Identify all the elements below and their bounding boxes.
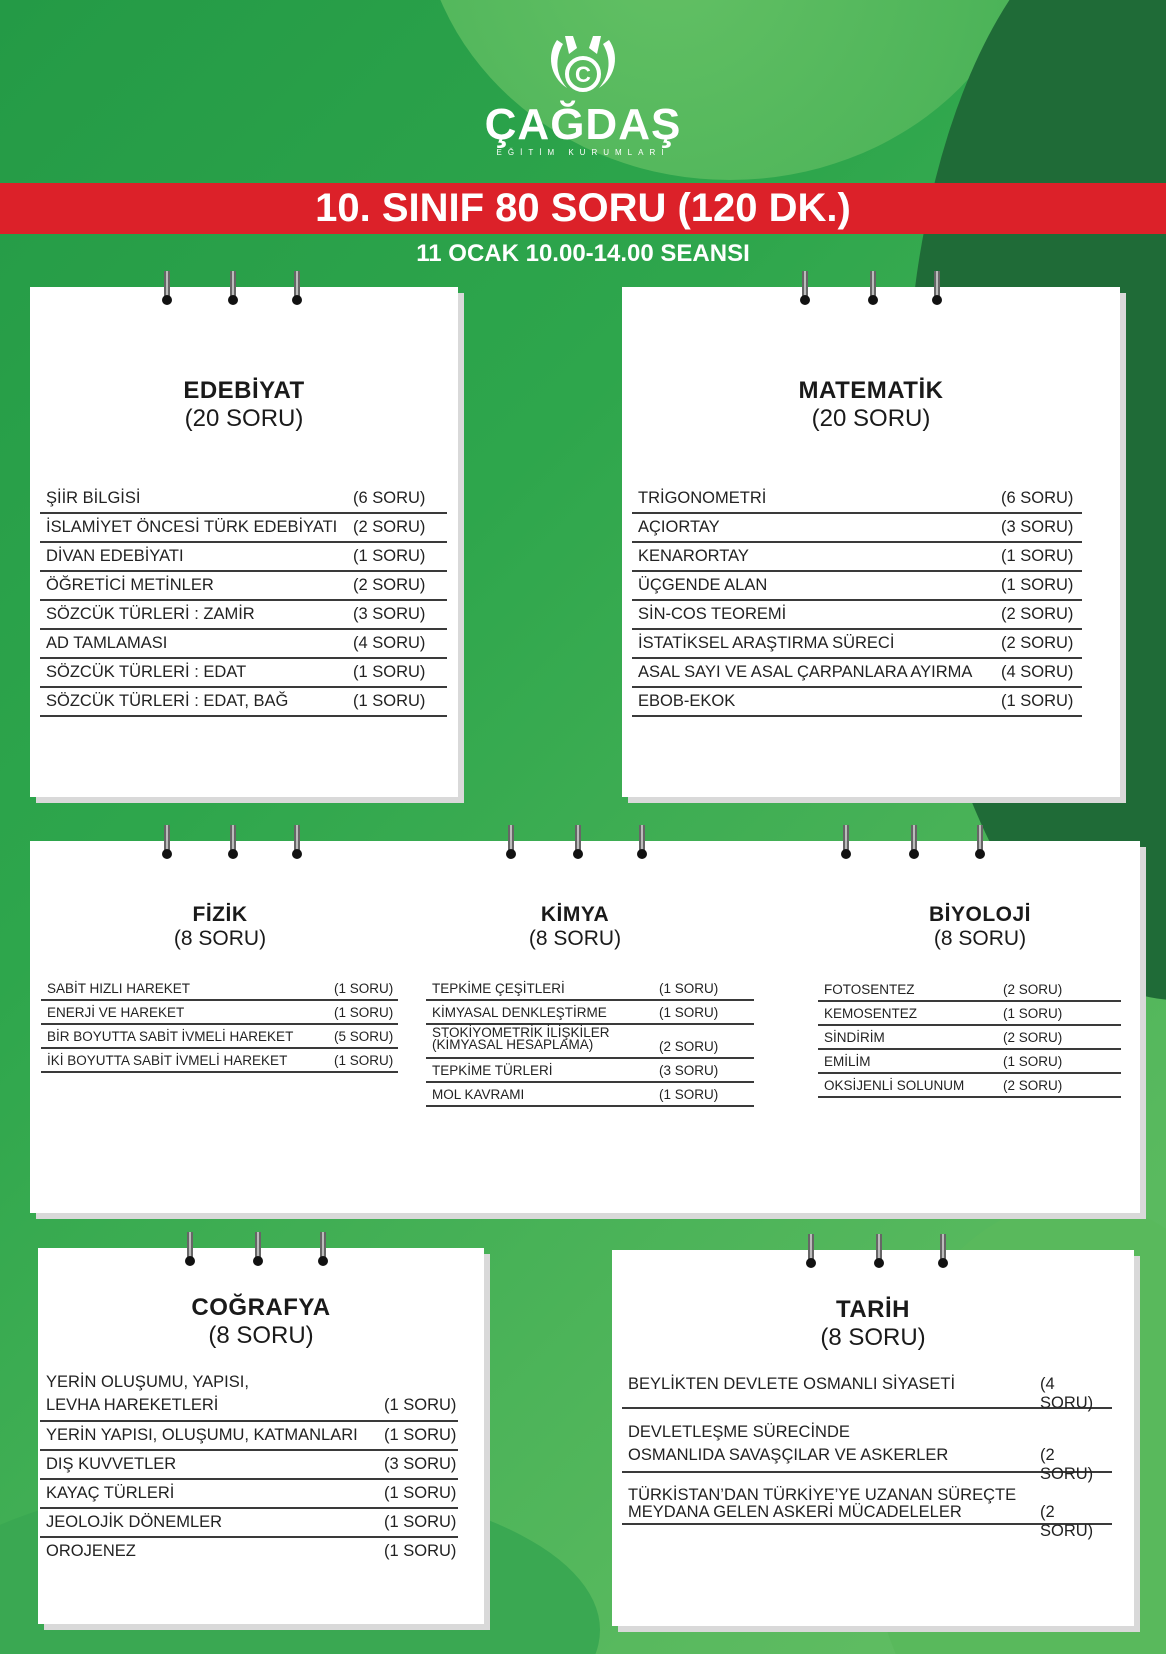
binder-ring-icon <box>800 271 810 305</box>
binder-ring-icon <box>932 271 942 305</box>
card-science <box>30 841 1140 1213</box>
binder-ring-icon <box>253 1232 263 1266</box>
subject-title: COĞRAFYA <box>191 1294 331 1321</box>
table-row: FOTOSENTEZ (2 SORU) <box>818 978 1121 1002</box>
binder-ring-icon <box>975 825 985 859</box>
table-row: SÖZCÜK TÜRLERİ : EDAT (1 SORU) <box>40 659 447 688</box>
binder-ring-icon <box>506 825 516 859</box>
subject-count: (8 SORU) <box>528 927 622 950</box>
subject-count: (8 SORU) <box>820 1324 926 1351</box>
table-row: İSLAMİYET ÖNCESİ TÜRK EDEBİYATI (2 SORU) <box>40 514 447 543</box>
table-row: MOL KAVRAMI (1 SORU) <box>426 1083 754 1107</box>
table-row: OROJENEZ (1 SORU) <box>46 1542 457 1560</box>
topic-list <box>40 485 447 717</box>
topic-list <box>41 977 398 1073</box>
binder-ring-icon <box>909 825 919 859</box>
table-row: STOKİYOMETRİK İLİŞKİLER (KİMYASAL HESAPLAMA) (2 SORU) <box>426 1025 754 1059</box>
subject-title: BİYOLOJİ <box>928 903 1032 926</box>
table-row: EMİLİM (1 SORU) <box>818 1050 1121 1074</box>
table-row: YERİN OLUŞUMU, YAPISI, LEVHA HAREKETLERİ (1 SORU) <box>40 1372 458 1422</box>
table-row: BEYLİKTEN DEVLETE OSMANLI SİYASETİ (4 SORU) <box>622 1372 1112 1409</box>
binder-ring-icon <box>292 271 302 305</box>
binder-ring-icon <box>637 825 647 859</box>
binder-ring-icon <box>185 1232 195 1266</box>
session-info: 11 OCAK 10.00-14.00 SEANSI <box>416 240 750 267</box>
topic-list <box>632 485 1082 717</box>
table-row: SİN-COS TEOREMİ (2 SORU) <box>632 601 1082 630</box>
binder-ring-icon <box>318 1232 328 1266</box>
table-row: BİR BOYUTTA SABİT İVMELİ HAREKET (5 SORU) <box>41 1025 398 1049</box>
table-row: ŞİİR BİLGİSİ (6 SORU) <box>40 485 447 514</box>
subject-title: KİMYA <box>540 903 610 926</box>
brand-subtitle: EĞİTİM KURUMLARI <box>496 148 670 157</box>
table-row: DEVLETLEŞME SÜRECİNDE OSMANLIDA SAVAŞÇILAR VE ASKERLER (2 SORU) <box>622 1409 1112 1473</box>
table-row: AÇIORTAY (3 SORU) <box>632 514 1082 543</box>
binder-ring-icon <box>938 1234 948 1268</box>
logo-emblem-icon <box>543 30 623 100</box>
table-row: İKİ BOYUTTA SABİT İVMELİ HAREKET (1 SORU) <box>41 1049 398 1073</box>
brand-name: ÇAĞDAŞ <box>484 100 682 149</box>
card-edebiyat <box>30 287 458 797</box>
table-row: ÜÇGENDE ALAN (1 SORU) <box>632 572 1082 601</box>
subject-count: (20 SORU) <box>184 405 304 432</box>
binder-ring-icon <box>228 271 238 305</box>
subject-count: (8 SORU) <box>933 927 1027 950</box>
table-row: ÖĞRETİCİ METİNLER (2 SORU) <box>40 572 447 601</box>
logo <box>470 30 696 170</box>
binder-ring-icon <box>162 271 172 305</box>
binder-ring-icon <box>292 825 302 859</box>
table-row: KENARORTAY (1 SORU) <box>632 543 1082 572</box>
card-tarih <box>612 1250 1134 1626</box>
binder-ring-icon <box>162 825 172 859</box>
table-row: KAYAÇ TÜRLERİ (1 SORU) <box>40 1480 458 1509</box>
subject-title: MATEMATİK <box>798 377 944 404</box>
topic-list <box>622 1372 1112 1540</box>
card-cografya <box>38 1248 484 1624</box>
topic-list <box>40 1372 458 1567</box>
subject-count: (8 SORU) <box>173 927 267 950</box>
binder-ring-icon <box>573 825 583 859</box>
table-row: TRİGONOMETRİ (6 SORU) <box>632 485 1082 514</box>
binder-ring-icon <box>806 1234 816 1268</box>
table-row: TEPKİME TÜRLERİ (3 SORU) <box>426 1059 754 1083</box>
table-row: EBOB-EKOK (1 SORU) <box>632 688 1082 717</box>
table-row: KİMYASAL DENKLEŞTİRME (1 SORU) <box>426 1001 754 1025</box>
subject-count: (8 SORU) <box>208 1322 314 1349</box>
table-row: OKSİJENLİ SOLUNUM (2 SORU) <box>818 1074 1121 1098</box>
table-row: YERİN YAPISI, OLUŞUMU, KATMANLARI (1 SORU) <box>40 1422 458 1451</box>
card-matematik <box>622 287 1120 797</box>
table-row: SABİT HIZLI HAREKET (1 SORU) <box>41 977 398 1001</box>
table-row: ASAL SAYI VE ASAL ÇARPANLARA AYIRMA (4 SORU) <box>632 659 1082 688</box>
table-row: TEPKİME ÇEŞİTLERİ (1 SORU) <box>426 977 754 1001</box>
table-row: JEOLOJİK DÖNEMLER (1 SORU) <box>40 1509 458 1538</box>
topic-list <box>426 977 754 1107</box>
table-row: DIŞ KUVVETLER (3 SORU) <box>40 1451 458 1480</box>
binder-ring-icon <box>874 1234 884 1268</box>
table-row: SÖZCÜK TÜRLERİ : ZAMİR (3 SORU) <box>40 601 447 630</box>
table-row: DİVAN EDEBİYATI (1 SORU) <box>40 543 447 572</box>
topic-list <box>818 978 1121 1098</box>
table-row: SÖZCÜK TÜRLERİ : EDAT, BAĞ (1 SORU) <box>40 688 447 717</box>
binder-ring-icon <box>841 825 851 859</box>
table-row: TÜRKİSTAN’DAN TÜRKİYE’YE UZANAN SÜREÇTE MEYDANA GELEN ASKERİ MÜCADELELER (2 SORU) <box>622 1473 1112 1525</box>
table-row: AD TAMLAMASI (4 SORU) <box>40 630 447 659</box>
subject-count: (20 SORU) <box>811 405 931 432</box>
table-row: İSTATİKSEL ARAŞTIRMA SÜRECİ (2 SORU) <box>632 630 1082 659</box>
table-row: KEMOSENTEZ (1 SORU) <box>818 1002 1121 1026</box>
subject-title: TARİH <box>835 1296 911 1323</box>
exam-banner: 10. SINIF 80 SORU (120 DK.) <box>0 183 1166 234</box>
svg-text:C: C <box>575 62 591 87</box>
binder-ring-icon <box>228 825 238 859</box>
subject-title: FİZİK <box>192 903 248 926</box>
subject-title: EDEBİYAT <box>183 377 305 404</box>
table-row: ENERJİ VE HAREKET (1 SORU) <box>41 1001 398 1025</box>
binder-ring-icon <box>868 271 878 305</box>
table-row: SİNDİRİM (2 SORU) <box>818 1026 1121 1050</box>
